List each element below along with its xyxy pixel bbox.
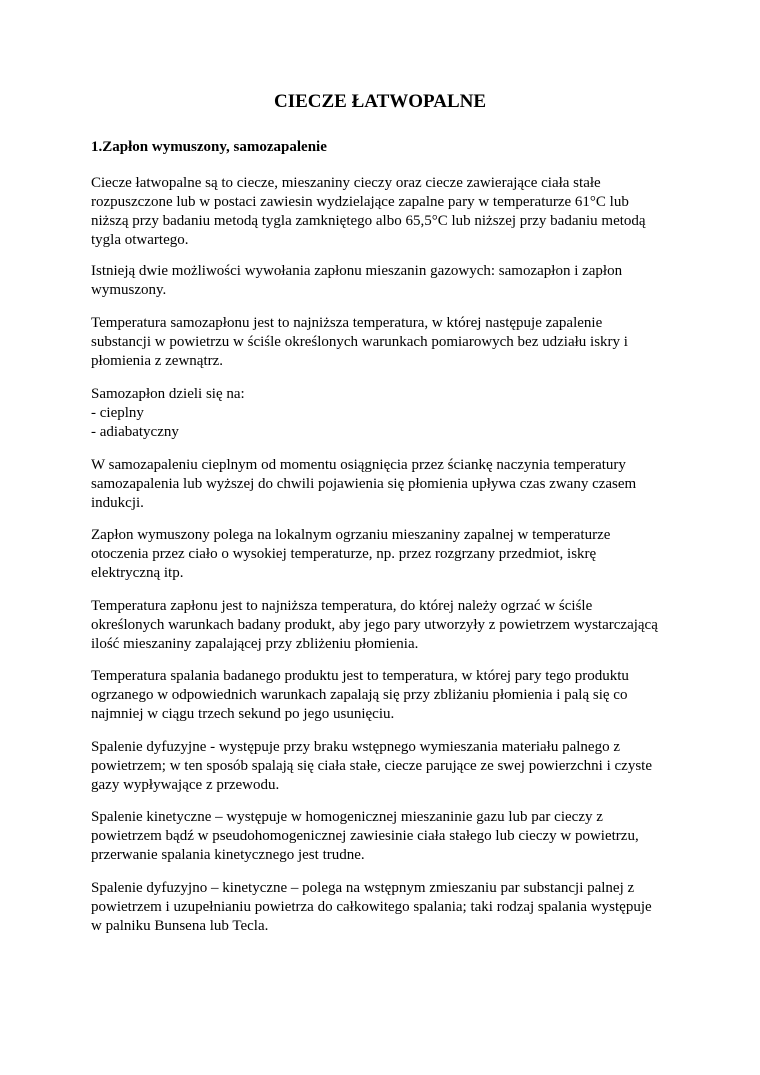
paragraph-line: indukcji. bbox=[91, 495, 144, 511]
paragraph-line: Spalenie dyfuzyjno – kinetyczne – polega na wstępnym zmieszaniu par substancji palnej z bbox=[91, 880, 635, 896]
paragraph-thermal-autoignition bbox=[91, 456, 681, 513]
paragraph-line: substancji w powietrzu w ściśle określonych warunkach pomiarowych bez udziału iskry i bbox=[91, 334, 628, 350]
paragraph-line: wymuszony. bbox=[91, 282, 167, 298]
list-item: - cieplny bbox=[91, 405, 144, 421]
paragraph-combustion-temperature bbox=[91, 667, 681, 724]
paragraph-line: powietrzem bądź w pseudohomogenicznej zawiesinie ciała stałego lub cieczy w powietrzu, bbox=[91, 828, 639, 844]
paragraph-line: Samozapłon dzieli się na: bbox=[91, 386, 245, 402]
paragraph-flash-point bbox=[91, 597, 681, 654]
paragraph-line: otoczenia przez ciało o wysokiej temperaturze, np. przez rozgrzany przedmiot, iskrę bbox=[91, 546, 597, 562]
paragraph-line: Temperatura samozapłonu jest to najniższa temperatura, w której następuje zapalenie bbox=[91, 315, 603, 331]
paragraph-line: Spalenie kinetyczne – występuje w homogenicznej mieszaninie gazu lub par cieczy z bbox=[91, 809, 603, 825]
paragraph-line: samozapalenia lub wyższej do chwili pojawienia się płomienia upływa czas zwany czasem bbox=[91, 476, 637, 492]
paragraph-line: tygla otwartego. bbox=[91, 232, 189, 248]
paragraph-line: Temperatura spalania badanego produktu jest to temperatura, w której pary tego produktu bbox=[91, 668, 629, 684]
paragraph-line: Spalenie dyfuzyjne - występuje przy braku wstępnego wymieszania materiału palnego z bbox=[91, 739, 620, 755]
paragraph-line: powietrzem; w ten sposób spalają się ciała stałe, ciecze parujące ze swej powierzchni i czyste bbox=[91, 758, 652, 774]
paragraph-line: ilość mieszaniny zapalającej przy zbliżeniu płomienia. bbox=[91, 636, 419, 652]
paragraph-line: najmniej w ciągu trzech sekund po jego usunięciu. bbox=[91, 706, 395, 722]
paragraph-diffusion-kinetic-combustion bbox=[91, 879, 681, 936]
paragraph-line: Istnieją dwie możliwości wywołania zapłonu mieszanin gazowych: samozapłon i zapłon bbox=[91, 263, 623, 279]
paragraph-line: niższą przy badaniu metodą tygla zamkniętego albo 65,5°C lub niższej przy badaniu metodą bbox=[91, 213, 646, 229]
paragraph-line: powietrzem i uzupełnianiu powietrza do całkowitego spalania; taki rodzaj spalania występuje bbox=[91, 899, 652, 915]
paragraph-line: Temperatura zapłonu jest to najniższa temperatura, do której należy ogrzać w ściśle bbox=[91, 598, 593, 614]
section-heading: 1.Zapłon wymuszony, samozapalenie bbox=[91, 139, 327, 155]
paragraph-line: określonych warunkach badany produkt, aby jego pary utworzyły z powietrzem wystarczającą bbox=[91, 617, 658, 633]
paragraph-line: przerwanie spalania kinetycznego jest trudne. bbox=[91, 847, 365, 863]
document-title: CIECZE ŁATWOPALNE bbox=[273, 91, 487, 112]
paragraph-line: gazy wypływające z przewodu. bbox=[91, 777, 280, 793]
list-item: - adiabatyczny bbox=[91, 424, 179, 440]
paragraph-autoignition-temperature bbox=[91, 314, 681, 371]
paragraph-line: płomienia z zewnątrz. bbox=[91, 353, 224, 369]
paragraph-line: Zapłon wymuszony polega na lokalnym ogrzaniu mieszaniny zapalnej w temperaturze bbox=[91, 527, 611, 543]
paragraph-line: ogrzanego w odpowiednich warunkach zapalają się przy zbliżaniu płomienia i palą się co bbox=[91, 687, 628, 703]
paragraph-diffusion-combustion bbox=[91, 738, 681, 795]
paragraph-line: Ciecze łatwopalne są to ciecze, mieszaniny cieczy oraz ciecze zawierające ciała stałe bbox=[91, 175, 601, 191]
paragraph-forced-ignition bbox=[91, 526, 681, 583]
paragraph-line: elektryczną itp. bbox=[91, 565, 184, 581]
paragraph-ignition-possibilities bbox=[91, 262, 681, 300]
paragraph-line: rozpuszczone lub w postaci zawiesin wydzielające zapalne pary w temperaturze 61°C lub bbox=[91, 194, 629, 210]
paragraph-line: W samozapaleniu cieplnym od momentu osiągnięcia przez ściankę naczynia temperatury bbox=[91, 457, 626, 473]
paragraph-kinetic-combustion bbox=[91, 808, 681, 865]
paragraph-flammable-liquids-definition bbox=[91, 174, 681, 250]
paragraph-autoignition-types bbox=[91, 385, 681, 442]
paragraph-line: w palniku Bunsena lub Tecla. bbox=[91, 918, 269, 934]
